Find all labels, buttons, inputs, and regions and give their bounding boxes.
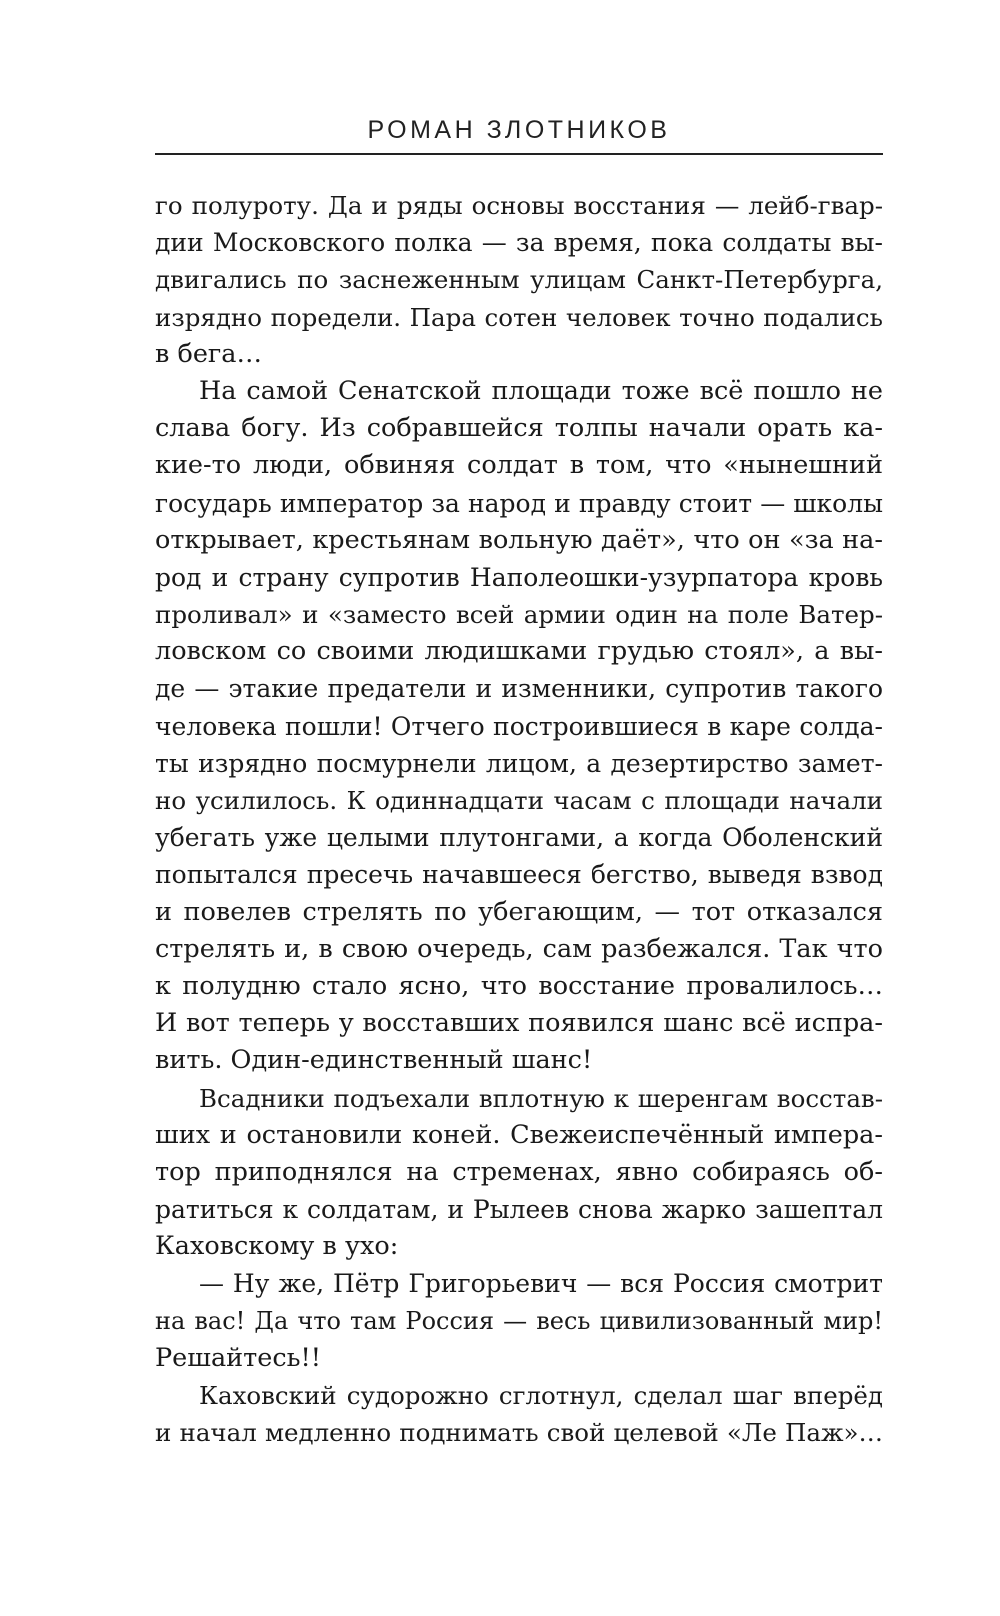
- text-line: изрядно поредели. Пара сотен человек точно подались: [155, 302, 883, 332]
- text-line: двигались по заснеженным улицам Санкт-Петербурга,: [155, 265, 883, 295]
- text-line: на вас! Да что там Россия — весь цивилизованный мир!: [155, 1306, 883, 1335]
- text-line: Каховскому в ухо:: [155, 1231, 399, 1262]
- text-line: Каховский судорожно сглотнул, сделал шаг вперёд: [199, 1381, 883, 1410]
- text-line: проливал» и «заместо всей армии один на поле Ватер-: [155, 600, 883, 630]
- text-line: вить. Один-единственный шанс!: [155, 1045, 593, 1076]
- text-line: но усилилось. К одиннадцати часам с площади начали: [155, 786, 883, 815]
- text-line: го полуроту. Да и ряды основы восстания — лейб-гвар-: [155, 191, 883, 220]
- text-line: и начал медленно поднимать свой целевой «Ле Паж»…: [155, 1418, 883, 1448]
- text-line: в бега…: [155, 338, 262, 369]
- text-line: На самой Сенатской площади тоже всё пошло не: [199, 375, 883, 406]
- text-line: к полудню стало ясно, что восстание провалилось…: [155, 970, 883, 1001]
- text-line: дии Московского полка — за время, пока солдаты вы-: [155, 228, 883, 258]
- text-line: Решайтесь!!: [155, 1342, 322, 1373]
- text-line: убегать уже целыми плутонгами, а когда Оболенский: [155, 823, 883, 853]
- text-line: ловском со своими людишками грудью стоял», а вы-: [155, 636, 883, 667]
- text-line: де — этакие предатели и изменники, супротив такого: [155, 674, 883, 704]
- text-line: Всадники подъехали вплотную к шеренгам восстав-: [199, 1083, 883, 1113]
- running-head-author: РОМАН ЗЛОТНИКОВ: [367, 116, 671, 144]
- text-line: — Ну же, Пётр Григорьевич — вся Россия смотрит: [199, 1269, 883, 1299]
- text-line: человека пошли! Отчего построившиеся в каре солда-: [155, 711, 883, 741]
- text-line: род и страну супротив Наполеошки-узурпатора кровь: [155, 562, 883, 592]
- text-line: И вот теперь у восставших появился шанс всё испра-: [155, 1008, 883, 1039]
- text-line: слава богу. Из собравшейся толпы начали орать ка-: [155, 413, 883, 444]
- text-line: государь император за народ и правду стоит — школы: [155, 488, 883, 518]
- text-line: стрелять и, в свою очередь, сам разбежался. Так что: [155, 933, 883, 964]
- text-line: ших и остановили коней. Свежеиспечённый импера-: [155, 1119, 883, 1150]
- body-text: [155, 187, 883, 1451]
- text-line: попытался пресечь начавшееся бегство, выведя взвод: [155, 860, 883, 890]
- text-line: открывает, крестьянам вольную даёт», что он «за на-: [155, 524, 883, 555]
- text-line: ратиться к солдатам, и Рылеев снова жарко зашептал: [155, 1195, 883, 1225]
- header-rule: [155, 153, 883, 155]
- text-line: кие-то люди, обвиняя солдат в том, что «нынешний: [155, 450, 883, 481]
- text-line: и повелев стрелять по убегающим, — тот отказался: [155, 896, 883, 927]
- text-line: тор приподнялся на стременах, явно собираясь об-: [155, 1156, 883, 1187]
- text-line: ты изрядно посмурнели лицом, а дезертирство замет-: [155, 748, 883, 778]
